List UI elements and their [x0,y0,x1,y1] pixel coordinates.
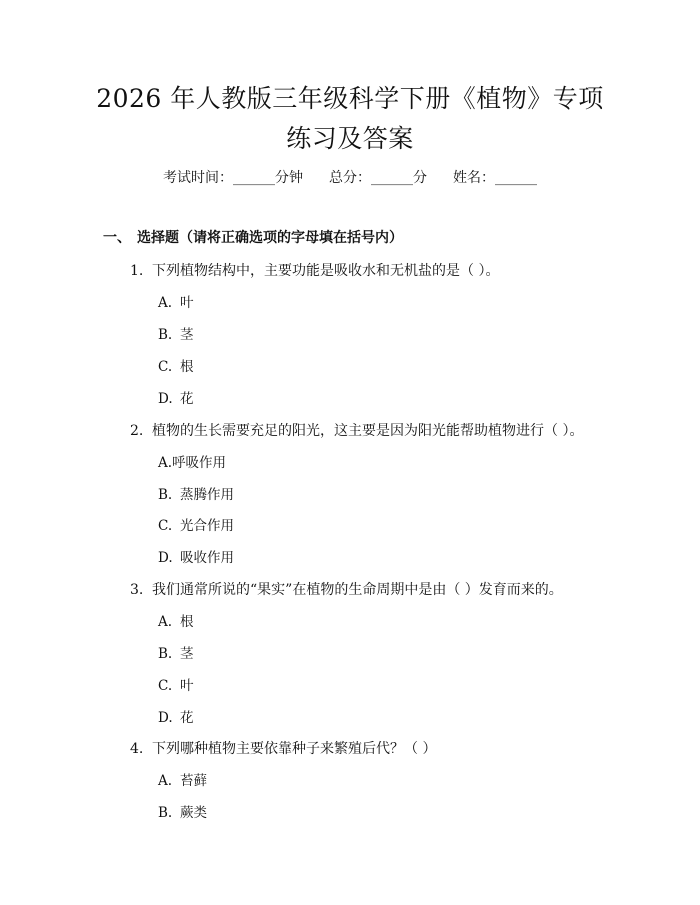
document-title-line-1: 2026 年人教版三年级科学下册《植物》专项 [96,84,604,113]
option-letter: A. [158,455,173,471]
option-letter: D. [158,710,173,726]
option-4a [158,771,207,791]
option-letter: A. [158,614,173,630]
option-text: 叶 [180,295,194,311]
option-text: 花 [180,391,194,407]
option-letter: A. [158,773,173,789]
question-number: 4. [130,741,144,757]
option-letter: C. [158,359,173,375]
document-title-line-2: 练习及答案 [286,124,414,153]
option-text: 花 [180,710,194,726]
option-4b [158,803,207,823]
option-text: 呼吸作用 [172,455,227,471]
student-name-field: 姓名：______ [453,170,537,186]
option-letter: B. [158,327,173,343]
option-text: 吸收作用 [180,550,234,566]
option-letter: D. [158,550,173,566]
option-1a [158,293,194,313]
option-2b [158,485,234,505]
option-3c [158,676,194,696]
question-text: 下列植物结构中，主要功能是吸收水和无机盐的是（ ）。 [152,263,500,279]
option-2c [158,516,234,536]
option-text: 光合作用 [180,518,234,534]
option-letter: A. [158,295,173,311]
option-text: 叶 [180,678,194,694]
option-text: 根 [180,359,194,375]
option-2d [158,548,234,568]
option-3a [158,612,194,632]
option-1b [158,325,194,345]
question-number: 1. [130,263,144,279]
option-letter: B. [158,646,173,662]
exam-meta [0,168,700,188]
section-number: 一、 [103,230,131,246]
option-letter: B. [158,487,173,503]
option-2a [158,453,226,473]
section-title: 选择题（请将正确选项的字母填在括号内） [137,230,403,246]
option-text: 蕨类 [180,805,207,821]
option-text: 茎 [180,327,194,343]
option-letter: C. [158,518,173,534]
option-text: 苔藓 [180,773,207,789]
question-4 [130,739,436,759]
question-1 [130,261,499,281]
question-text: 下列哪种植物主要依靠种子来繁殖后代？（ ） [152,741,437,757]
question-number: 3. [130,582,144,598]
option-text: 蒸腾作用 [180,487,234,503]
question-text: 植物的生长需要充足的阳光，这主要是因为阳光能帮助植物进行（ ）。 [152,423,584,439]
option-1d [158,389,194,409]
option-text: 根 [180,614,194,630]
option-letter: C. [158,678,173,694]
option-text: 茎 [180,646,194,662]
total-score-field: 总分：______分 [329,170,427,186]
question-2 [130,421,583,441]
exam-time-field: 考试时间：______分钟 [163,170,303,186]
question-3 [130,580,563,600]
option-letter: D. [158,391,173,407]
option-1c [158,357,194,377]
question-number: 2. [130,423,144,439]
question-text: 我们通常所说的“果实”在植物的生命周期中是由（ ）发育而来的。 [152,582,563,598]
option-3b [158,644,194,664]
option-letter: B. [158,805,173,821]
option-3d [158,708,194,728]
section-heading [103,228,403,248]
